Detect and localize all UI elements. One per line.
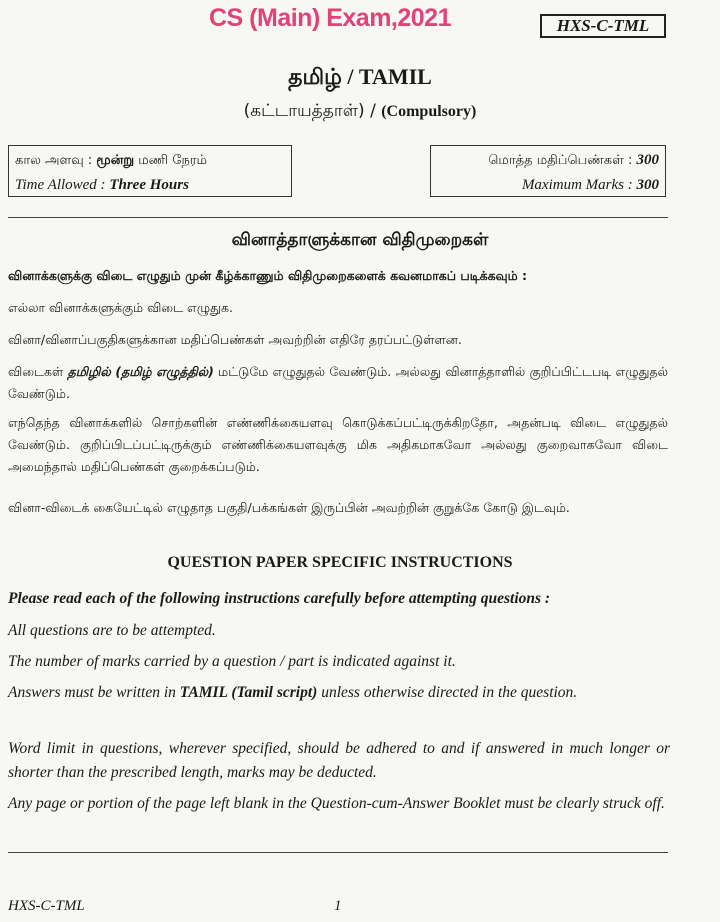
footer-paper-code: HXS-C-TML [8,898,85,914]
english-instruction-2: The number of marks carried by a question / part is indicated against it. [8,653,456,670]
tamil-instruction-2: வினா/வினாப்பகுதிகளுக்கான மதிப்பெண்கள் அவற்றின் எதிரே தரப்பட்டுள்ளன. [8,332,462,347]
tamil-instructions-heading: வினாத்தாளுக்கான விதிமுறைகள் [231,230,489,250]
time-tamil-label: கால அளவு : [15,153,97,168]
english-intro: Please read each of the following instructions carefully before attempting questions : [8,590,551,607]
english-instruction-3-b: TAMIL (Tamil script) [179,684,318,701]
tamil-instruction-3-b: தமிழில் (தமிழ் எழுத்தில்) [67,364,214,379]
tamil-instruction-3-a: விடைகள் [8,364,68,379]
tamil-intro: வினாக்களுக்கு விடை எழுதும் முன் கீழ்க்காணும் விதிமுறைகளைக் கவனமாகப் படிக்கவும் : [8,268,528,283]
marks-english-value: 300 [636,177,659,193]
marks-english-label: Maximum Marks : [521,177,637,193]
divider-top [8,217,668,218]
tamil-instruction-3 [8,361,668,405]
english-instructions-heading: QUESTION PAPER SPECIFIC INSTRUCTIONS [167,554,513,571]
english-instruction-3-c: unless otherwise directed in the question. [317,684,578,701]
time-allowed-box [8,145,292,197]
page-number: 1 [334,898,342,914]
english-instruction-1: All questions are to be attempted. [8,622,216,639]
english-instruction-3-a: Answers must be written in [8,684,180,701]
time-english-label: Time Allowed : [15,177,110,193]
time-tamil-value: மூன்று [96,153,135,168]
divider-bottom [8,852,668,853]
marks-tamil-line [437,148,659,173]
time-english-value: Three Hours [109,177,189,193]
time-tamil-rest: மணி நேரம் [134,153,207,168]
marks-tamil-label: மொத்த மதிப்பெண்கள் : [488,153,637,168]
exam-title: CS (Main) Exam,2021 [209,4,451,32]
time-tamil-line [15,148,285,173]
tamil-instruction-3-c: மட்டுமே எழுதுதல் வேண்டும். அல்லது வினாத்தாளில் குறிப்பிட்டபடி எழுதுதல் வேண்டும். [8,364,668,401]
subject-title: தமிழ் / TAMIL [288,64,432,89]
subtitle [0,101,720,123]
maximum-marks-box [430,145,666,197]
subtitle-tamil: (கட்டாயத்தாள்) / [243,101,382,121]
tamil-instruction-1: எல்லா வினாக்களுக்கும் விடை எழுதுக. [8,300,233,315]
english-instruction-5: Any page or portion of the page left blank in the Question-cum-Answer Booklet must be clearly struck off. [8,795,665,812]
tamil-instruction-4: எந்தெந்த வினாக்களில் சொற்களின் எண்ணிக்கையளவு கொடுக்கப்பட்டிருக்கிறதோ, அதன்படி விடை எழுதுதல் வேண்டும். குறிப்பிடப்பட்டிருக்கும் எண்ணிக்கையளவுக்கு மிக அதிகமாகவோ அல்லது குறைவாகவோ விடை அமைந்தால் மதிப்பெண்கள் குறைக்கப்படும். [8,415,668,474]
marks-tamil-value: 300 [636,152,659,168]
subtitle-english: (Compulsory) [381,103,477,120]
tamil-instruction-5: வினா-விடைக் கையேட்டில் எழுதாத பகுதி/பக்கங்கள் இருப்பின் அவற்றின் குறுக்கே கோடு இடவும். [8,500,570,515]
english-instruction-4: Word limit in questions, wherever specified, should be adhered to and if answered in much longer or shorter than the prescribed length, marks may be deducted. [8,740,670,781]
time-english-line [15,173,285,197]
marks-english-line [437,173,659,197]
paper-code-box: HXS-C-TML [540,14,666,38]
english-instruction-3 [8,681,670,705]
